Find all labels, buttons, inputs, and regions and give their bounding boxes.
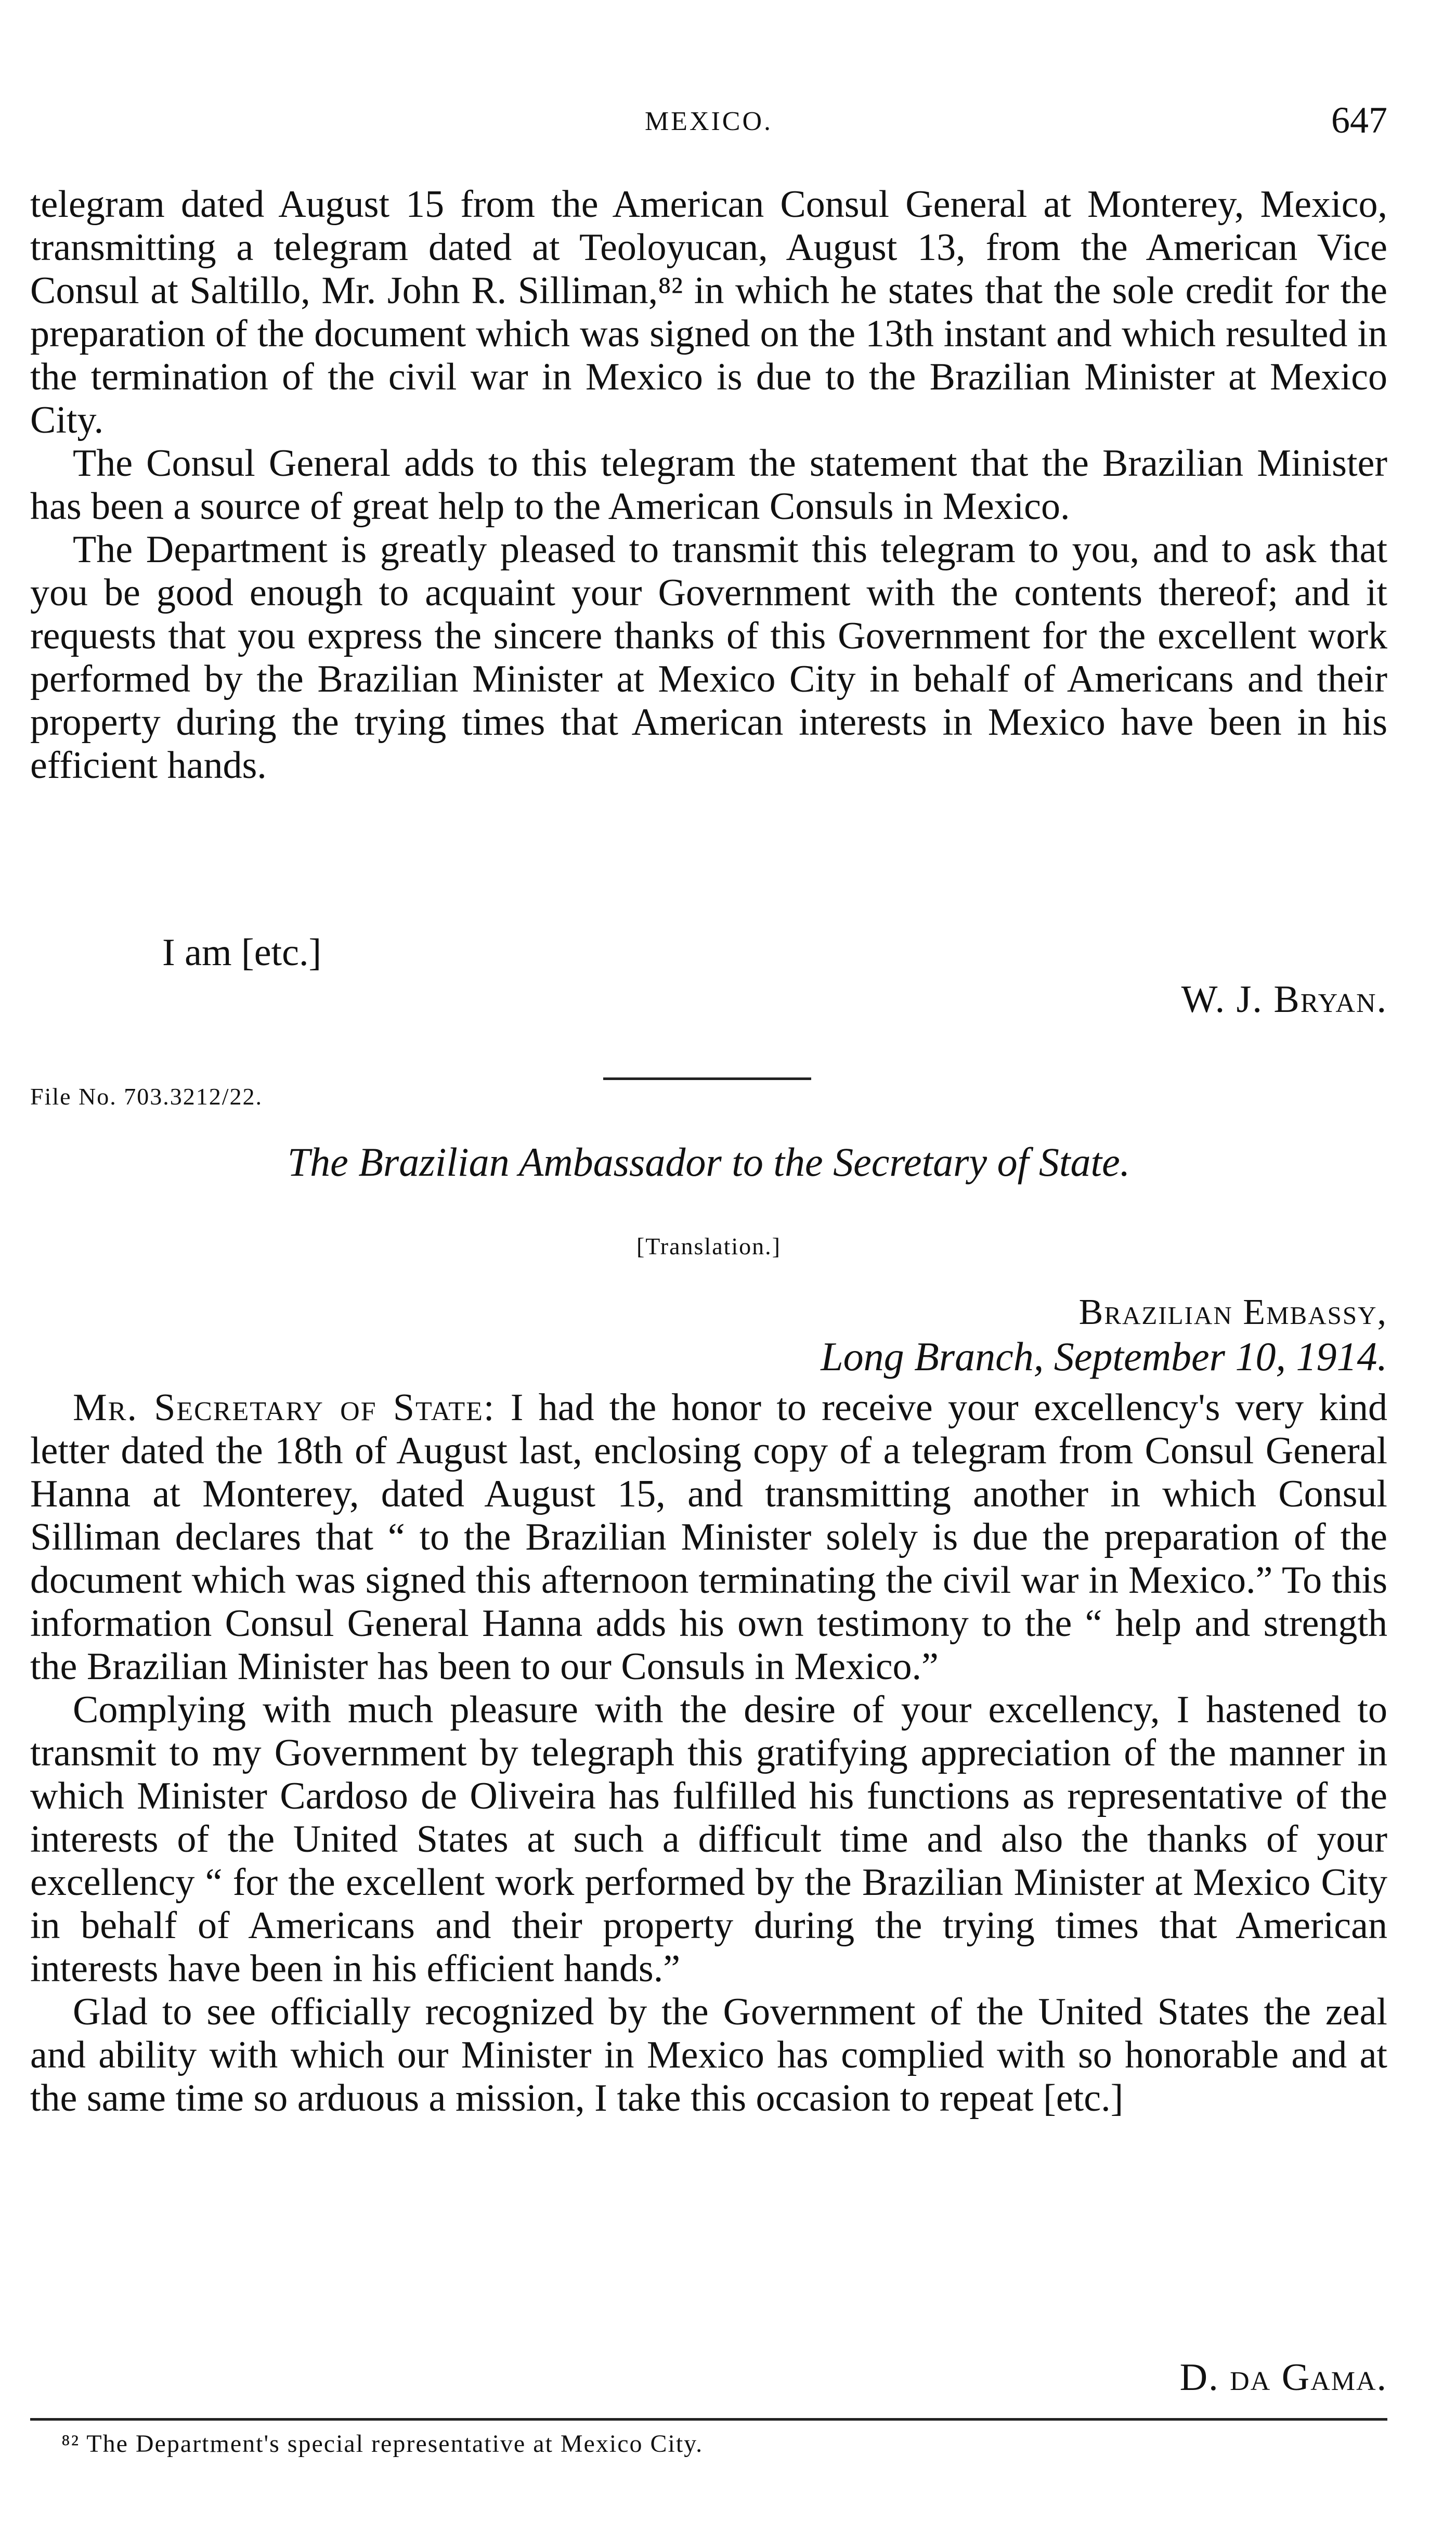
footnote-rule xyxy=(30,2418,1387,2421)
footnote: ⁸² The Department's special representative at Mexico City. xyxy=(61,2430,704,2458)
letter2-paragraph-3: Glad to see officially recognized by the Government of the United States the zeal and ability with which our Minister in Mexico has complied with so honorable and at the same time so arduous a mission, I take this occasion to repeat [etc.] xyxy=(30,1991,1387,2120)
page-header xyxy=(30,99,1387,146)
letter1-signature: W. J. Bryan. xyxy=(1181,978,1387,1021)
letter2-paragraph-2: Complying with much pleasure with the desire of your excellency, I hastened to transmit to my Government by telegraph this gratifying appreciation of the manner in which Minister Cardoso de Oliveira has fulfilled his functions as representative of the interests of the United States at such a difficult time and also the thanks of your excellency “ for the excellent work performed by the Brazilian Minister at Mexico City in behalf of Americans and their property during the trying times that American interests have been in his efficient hands.” xyxy=(30,1688,1387,1990)
dateline: Long Branch, September 10, 1914. xyxy=(821,1334,1387,1379)
letter2-paragraph-1-text: I had the honor to receive your excellency's very kind letter dated the 18th of August last, enclosing copy of a telegram from Consul General Hanna at Monterey, dated August 15, and transmitting another in which Consul Silliman declares that “ to the Brazilian Minister solely is due the preparation of the document which was signed this afternoon terminating the civil war in Mexico.” To this information Consul General Hanna adds his own testimony to the “ help and strength the Brazilian Minister has been to our Consuls in Mexico.” xyxy=(30,1386,1387,1688)
letter2-body xyxy=(30,1386,1387,2120)
letter1-paragraph-1: telegram dated August 15 from the American Consul General at Monterey, Mexico, transmitting a telegram dated at Teoloyucan, August 13, from the American Vice Consul at Saltillo, Mr. John R. Silliman,⁸² in which he states that the sole credit for the preparation of the document which was signed on the 13th instant and which resulted in the termination of the civil war in Mexico is due to the Brazilian Minister at Mexico City. xyxy=(30,183,1387,441)
file-number: File No. 703.3212/22. xyxy=(30,1083,263,1110)
salutation: Mr. Secretary of State: xyxy=(73,1386,496,1429)
embassy-heading: Brazilian Embassy, xyxy=(1078,1292,1387,1332)
letter1-closing: I am [etc.] xyxy=(162,931,322,974)
running-head: MEXICO. xyxy=(644,107,773,136)
letter2-paragraph-1 xyxy=(30,1386,1387,1688)
page-number: 647 xyxy=(1331,99,1387,141)
letter1-paragraph-3: The Department is greatly pleased to transmit this telegram to you, and to ask that you be good enough to acquaint your Government with the contents thereof; and it requests that you express the sincere thanks of this Government for the excellent work performed by the Brazilian Minister at Mexico City in behalf of Americans and their property during the trying times that American interests in Mexico have been in his efficient hands. xyxy=(30,528,1387,787)
letter1-body xyxy=(30,183,1387,787)
translation-note: [Translation.] xyxy=(636,1233,781,1259)
letter1-paragraph-2: The Consul General adds to this telegram the statement that the Brazilian Minister has been a source of great help to the American Consuls in Mexico. xyxy=(30,442,1387,528)
section-divider xyxy=(603,1077,811,1080)
letter2-signature: D. da Gama. xyxy=(1179,2356,1387,2399)
document-title: The Brazilian Ambassador to the Secretary of State. xyxy=(287,1139,1130,1185)
